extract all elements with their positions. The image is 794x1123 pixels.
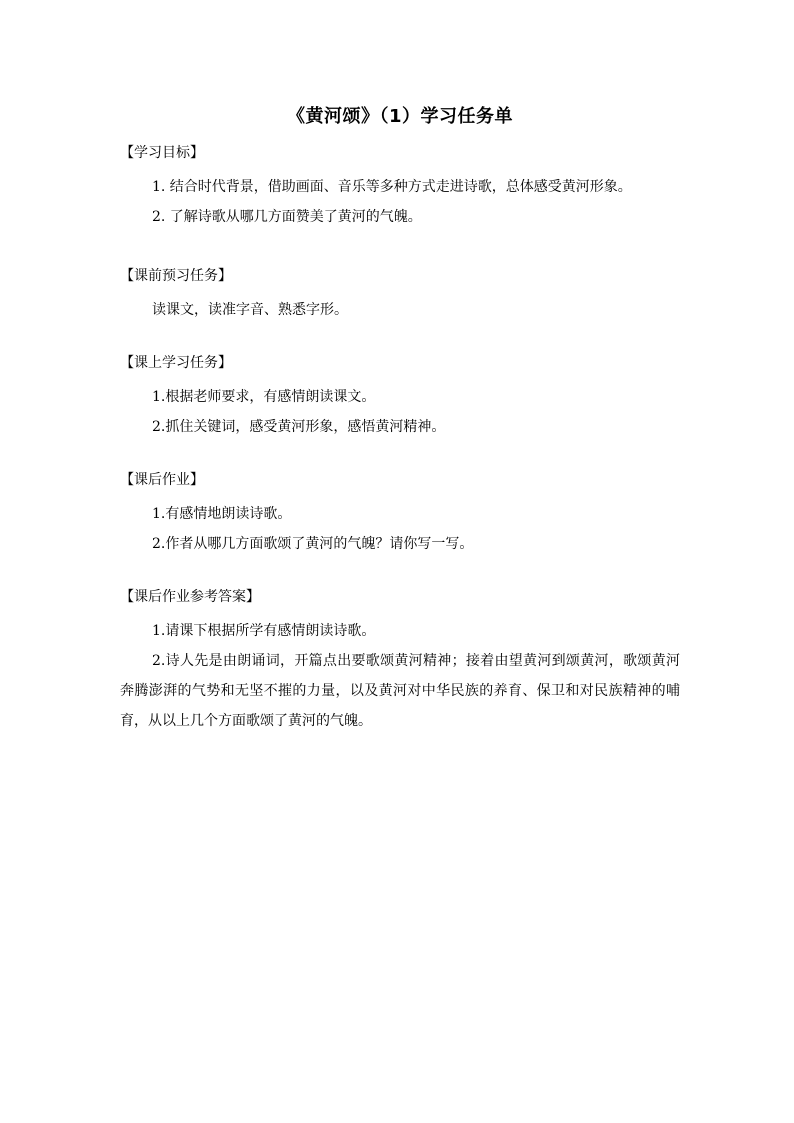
- section-item: 2. 了解诗歌从哪几方面赞美了黄河的气魄。: [152, 209, 422, 225]
- section-heading: 【课上学习任务】: [120, 355, 232, 371]
- section-heading: 【课后作业】: [120, 472, 204, 488]
- section-heading: 【课后作业参考答案】: [120, 589, 260, 605]
- section-item: 1. 结合时代背景，借助画面、音乐等多种方式走进诗歌，总体感受黄河形象。: [152, 179, 632, 195]
- section-item: 1.有感情地朗读诗歌。: [152, 506, 292, 522]
- section-item: 2.抓住关键词，感受黄河形象，感悟黄河精神。: [152, 419, 446, 435]
- section-class-tasks: [120, 353, 680, 442]
- section-item: 1.请课下根据所学有感情朗读诗歌。: [152, 623, 376, 639]
- section-item: 2.作者从哪几方面歌颂了黄河的气魄？请你写一写。: [152, 536, 474, 552]
- section-preview-tasks: [120, 266, 680, 325]
- document-content: [120, 104, 680, 764]
- section-item: 1.根据老师要求，有感情朗读课文。: [152, 389, 376, 405]
- section-homework: [120, 470, 680, 559]
- section-homework-answers: [120, 587, 680, 736]
- document-title: 《黄河颂》（1）学习任务单: [286, 106, 514, 127]
- section-item: 读课文，读准字音、熟悉字形。: [152, 302, 348, 318]
- section-learning-objectives: [120, 143, 680, 232]
- section-heading: 【课前预习任务】: [120, 268, 232, 284]
- section-heading: 【学习目标】: [120, 145, 204, 161]
- section-item: 2.诗人先是由朗诵词，开篇点出要歌颂黄河精神；接着由望黄河到颂黄河，歌颂黄河奔腾澎湃的气势和无坚不摧的力量，以及黄河对中华民族的养育、保卫和对民族精神的哺育，从以上几个方面歌颂了黄河的气魄。: [120, 653, 680, 729]
